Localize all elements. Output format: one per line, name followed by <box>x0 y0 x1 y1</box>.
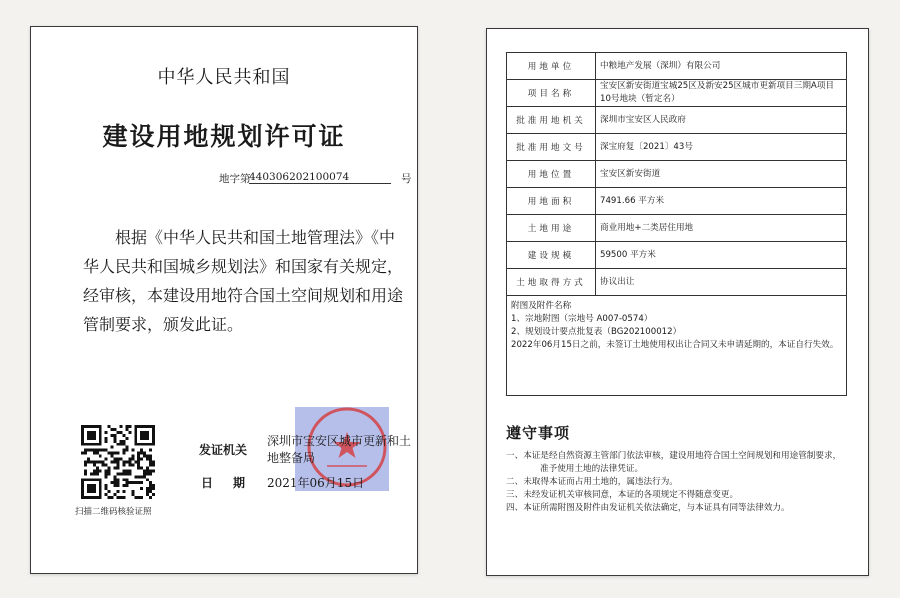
row-label: 项目名称 <box>507 80 596 107</box>
attachments-row <box>507 296 847 396</box>
attachments-title: 附图及附件名称 <box>511 301 572 311</box>
row-label: 用地面积 <box>507 188 596 215</box>
issuer-label: 发证机关 <box>199 443 248 457</box>
table-row <box>507 107 847 134</box>
qr-code <box>81 425 155 499</box>
row-value: 7491.66 平方米 <box>596 188 847 215</box>
row-label: 建设规模 <box>507 242 596 269</box>
notice-title: 遵守事项 <box>506 424 571 442</box>
row-value: 宝安区新安街道宝城25区及新安25区城市更新项目三期A项目10号地块（暂定名） <box>596 80 847 107</box>
table-row <box>507 80 847 107</box>
row-label: 用地单位 <box>507 53 596 80</box>
row-label: 用地位置 <box>507 161 596 188</box>
land-info-table <box>506 52 847 396</box>
row-label: 批准用地机关 <box>507 107 596 134</box>
row-value: 协议出让 <box>596 269 847 296</box>
notice-list <box>506 450 846 515</box>
certificate-number: 440306202100074 <box>249 171 391 184</box>
row-value: 深圳市宝安区人民政府 <box>596 107 847 134</box>
notice-item: 三、未经发证机关审核同意，本证的各项规定不得随意变更。 <box>506 490 739 500</box>
attachment-item: 1、宗地附图（宗地号 A007-0574） <box>511 314 653 324</box>
row-value: 宝安区新安街道 <box>596 161 847 188</box>
certificate-front-page <box>30 26 418 574</box>
certificate-number-prefix: 地字第 <box>219 173 251 185</box>
attachment-item: 2、规划设计要点批复表（BG202100012） <box>511 327 682 337</box>
row-label: 土地取得方式 <box>507 269 596 296</box>
table-row <box>507 53 847 80</box>
country-name: 中华人民共和国 <box>157 67 291 88</box>
row-label: 土地用途 <box>507 215 596 242</box>
table-row <box>507 134 847 161</box>
certificate-number-suffix: 号 <box>401 173 412 185</box>
table-row <box>507 188 847 215</box>
table-row <box>507 161 847 188</box>
date-label: 日期 <box>201 476 266 490</box>
row-value: 中粮地产发展（深圳）有限公司 <box>596 53 847 80</box>
validity-note: 2022年06月15日之前，未签订土地使用权出让合同又未申请延期的，本证自行失效。 <box>511 340 839 350</box>
qr-caption: 扫描二维码核验证照 <box>75 507 152 517</box>
certificate-detail-page <box>486 28 869 576</box>
table-row <box>507 215 847 242</box>
certificate-title: 建设用地规划许可证 <box>102 122 346 151</box>
table-row <box>507 269 847 296</box>
row-value: 商业用地+二类居住用地 <box>596 215 847 242</box>
issue-date: 2021年06月15日 <box>267 476 365 490</box>
notice-item: 二、未取得本证而占用土地的，属违法行为。 <box>506 477 678 487</box>
row-value: 59500 平方米 <box>596 242 847 269</box>
issuer-name: 深圳市宝安区城市更新和土地整备局 <box>267 434 412 465</box>
notice-item: 四、本证所需附图及附件由发证机关依法确定，与本证具有同等法律效力。 <box>506 503 790 513</box>
certificate-body-text: 根据《中华人民共和国土地管理法》《中华人民共和国城乡规划法》和国家有关规定，经审核，本建设用地符合国土空间规划和用途管制要求，颁发此证。 <box>83 228 404 334</box>
attachments-cell <box>507 296 847 396</box>
table-row <box>507 242 847 269</box>
row-value: 深宝府复〔2021〕43号 <box>596 134 847 161</box>
notice-item: 一、本证是经自然资源主管部门依法审核，建设用地符合国土空间规划和用途管制要求，准予使用土地的法律凭证。 <box>506 451 842 474</box>
row-label: 批准用地文号 <box>507 134 596 161</box>
